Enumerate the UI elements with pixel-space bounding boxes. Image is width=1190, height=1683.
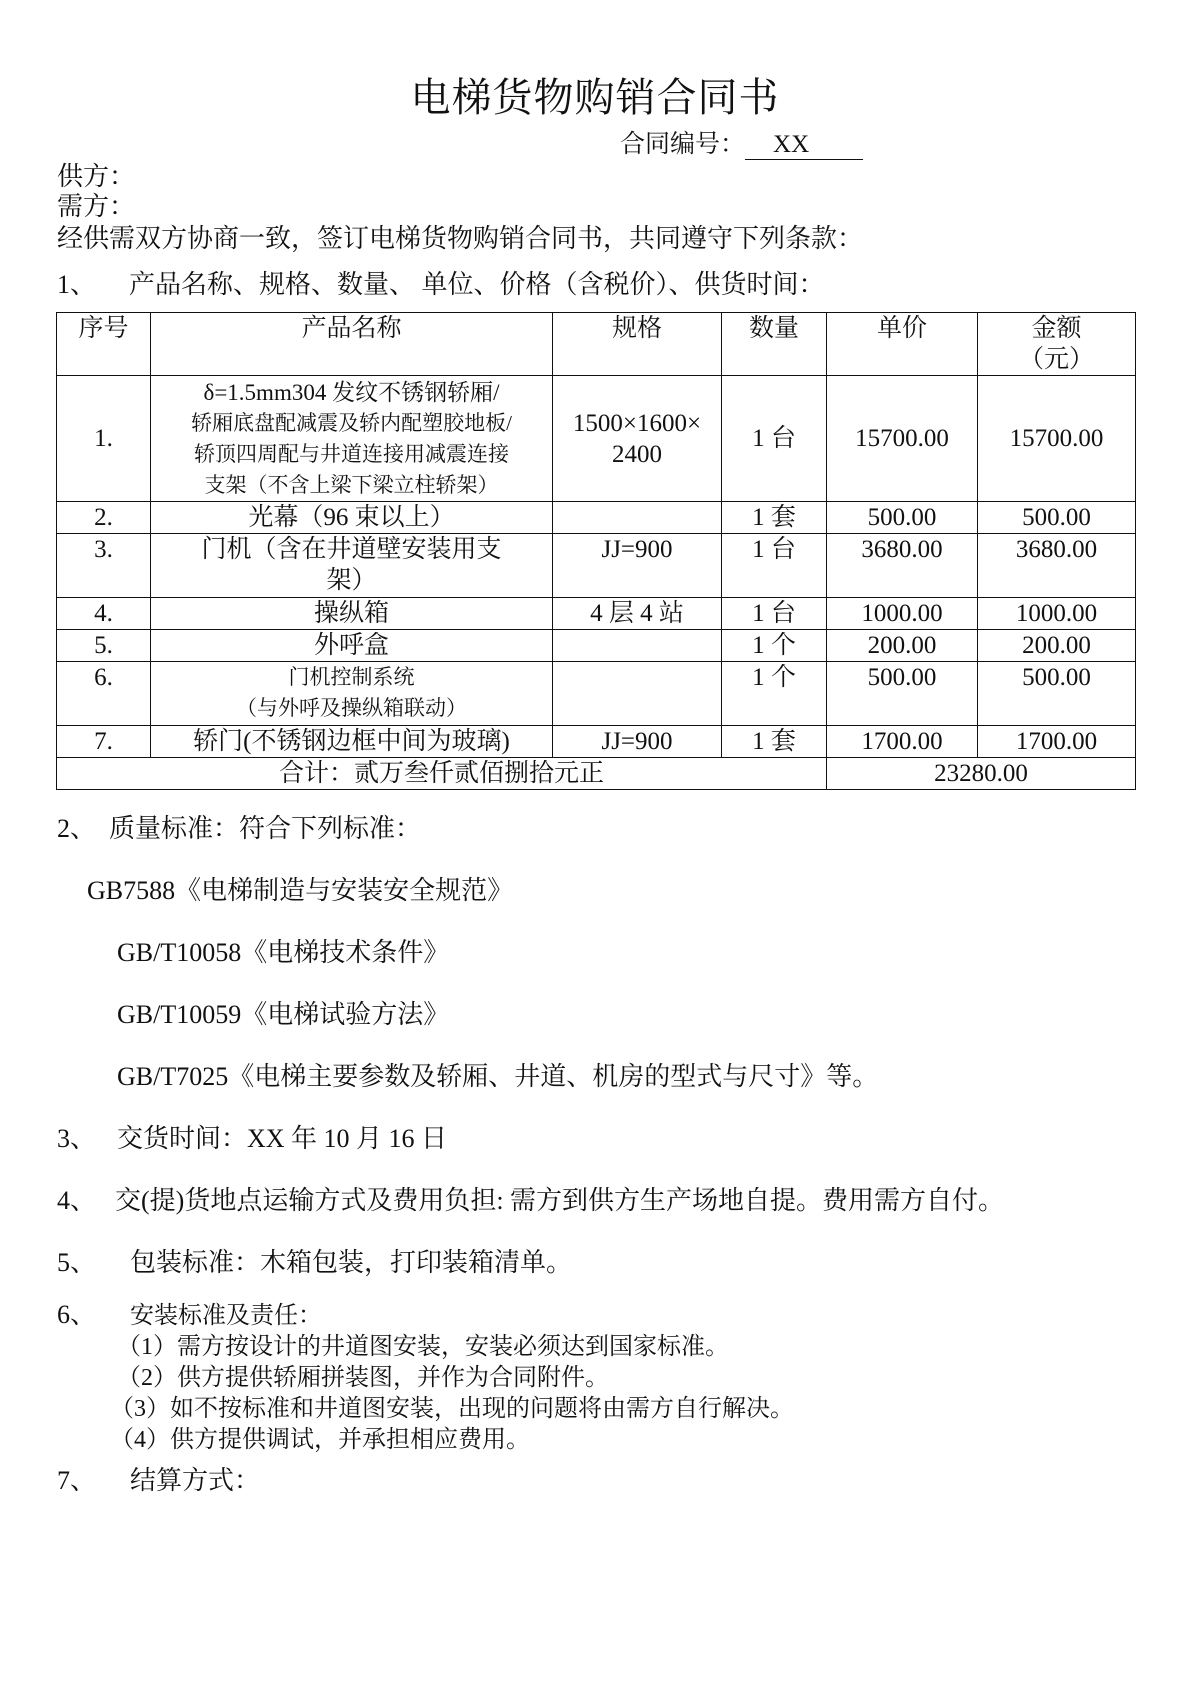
name-line: δ=1.5mm304 发纹不锈钢轿厢/: [203, 379, 500, 405]
contract-number-value: XX: [745, 131, 863, 160]
row-amount: 1000.00: [978, 598, 1136, 630]
row-name: 光幕（96 束以上）: [151, 502, 553, 534]
row-name: [151, 376, 553, 502]
section-3-heading: [57, 1118, 447, 1155]
header-amount: [978, 313, 1136, 376]
section-number: 7、: [57, 1466, 97, 1495]
table-row: [57, 662, 1136, 726]
name-line: 门机控制系统: [288, 665, 415, 689]
row-qty: 1 台: [722, 534, 827, 598]
row-unit-price: 1000.00: [827, 598, 978, 630]
header-spec: 规格: [553, 313, 722, 376]
row-spec: [553, 630, 722, 662]
row-qty: 1 套: [722, 502, 827, 534]
section-text: 交(提)货地点运输方式及费用负担: 需方到供方生产场地自提。费用需方自付。: [115, 1186, 1005, 1215]
install-item: （1）需方按设计的井道图安装，安装必须达到国家标准。: [117, 1334, 729, 1360]
row-unit-price: 500.00: [827, 662, 978, 726]
section-number: 6、: [57, 1300, 97, 1329]
table-row: [57, 630, 1136, 662]
section-number: 1、: [57, 270, 97, 299]
table-total-row: [57, 758, 1136, 790]
row-unit-price: 500.00: [827, 502, 978, 534]
section-2-heading: [57, 808, 421, 845]
row-no: 7.: [57, 726, 151, 758]
row-qty: 1 个: [722, 662, 827, 726]
row-name: 轿门(不锈钢边框中间为玻璃): [151, 726, 553, 758]
section-number: 3、: [57, 1124, 97, 1153]
row-unit-price: 3680.00: [827, 534, 978, 598]
install-item: （3）如不按标准和井道图安装，出现的问题将由需方自行解决。: [110, 1396, 794, 1422]
section-text: 结算方式：: [130, 1466, 261, 1495]
section-text: 产品名称、规格、数量、 单位、价格（含税价）、供货时间：: [129, 270, 825, 299]
row-spec: JJ=900: [553, 534, 722, 598]
row-spec: 4 层 4 站: [553, 598, 722, 630]
row-no: 4.: [57, 598, 151, 630]
supplier-label: 供方：: [57, 162, 136, 191]
standard-item: GB7588《电梯制造与安装安全规范》: [87, 876, 514, 905]
name-line: 轿厢底盘配减震及轿内配塑胶地板/: [191, 410, 512, 435]
row-no: 6.: [57, 662, 151, 726]
preamble: 经供需双方协商一致，签订电梯货物购销合同书，共同遵守下列条款：: [57, 224, 864, 253]
row-no: 3.: [57, 534, 151, 598]
total-label: 合计：贰万叁仟贰佰捌拾元正: [57, 758, 827, 790]
row-spec: JJ=900: [553, 726, 722, 758]
row-no: 5.: [57, 630, 151, 662]
row-qty: 1 台: [722, 376, 827, 502]
row-qty: 1 个: [722, 630, 827, 662]
spec-line: 2400: [612, 440, 662, 468]
row-name: [151, 534, 553, 598]
section-text: 安装标准及责任：: [130, 1303, 322, 1329]
row-amount: 15700.00: [978, 376, 1136, 502]
section-text: 包装标准：木箱包装，打印装箱清单。: [130, 1248, 573, 1277]
row-amount: 500.00: [978, 502, 1136, 534]
section-7-heading: [57, 1460, 260, 1497]
section-text: 质量标准：符合下列标准：: [109, 814, 422, 843]
name-line: （与外呼及操纵箱联动）: [236, 696, 467, 720]
contract-number: [620, 124, 863, 160]
section-text: 交货时间：XX 年 10 月 16 日: [117, 1124, 448, 1153]
row-name: [151, 662, 553, 726]
row-no: 1.: [57, 376, 151, 502]
table-header-row: [57, 313, 1136, 376]
row-no: 2.: [57, 502, 151, 534]
section-1-heading: [57, 264, 825, 301]
standard-item: GB/T10058《电梯技术条件》: [117, 938, 450, 967]
row-qty: 1 套: [722, 726, 827, 758]
document-title: 电梯货物购销合同书: [410, 75, 780, 120]
header-name: 产品名称: [151, 313, 553, 376]
standard-item: GB/T10059《电梯试验方法》: [117, 1000, 450, 1029]
header-amount-line2: （元）: [1018, 346, 1094, 373]
section-4-heading: [57, 1180, 1004, 1217]
row-name: 外呼盒: [151, 630, 553, 662]
install-item: （4）供方提供调试，并承担相应费用。: [110, 1427, 530, 1453]
section-number: 4、: [57, 1186, 97, 1215]
row-amount: 200.00: [978, 630, 1136, 662]
row-unit-price: 1700.00: [827, 726, 978, 758]
section-number: 5、: [57, 1248, 97, 1277]
name-line: 架）: [326, 567, 377, 594]
standard-item: GB/T7025《电梯主要参数及轿厢、井道、机房的型式与尺寸》等。: [117, 1062, 879, 1091]
spec-line: 1500×1600×: [572, 409, 702, 437]
row-amount: 1700.00: [978, 726, 1136, 758]
name-line: 轿顶四周配与井道连接用减震连接: [194, 441, 509, 466]
goods-table: [56, 312, 1136, 790]
contract-number-label: 合同编号：: [620, 131, 746, 158]
buyer-label: 需方：: [57, 192, 136, 221]
row-unit-price: 15700.00: [827, 376, 978, 502]
table-row: [57, 534, 1136, 598]
header-no: 序号: [57, 313, 151, 376]
header-amount-line1: 金额: [1031, 315, 1082, 342]
row-amount: 500.00: [978, 662, 1136, 726]
section-5-heading: [57, 1242, 572, 1279]
header-qty: 数量: [722, 313, 827, 376]
row-spec: [553, 502, 722, 534]
table-row: [57, 598, 1136, 630]
table-row: [57, 726, 1136, 758]
row-qty: 1 台: [722, 598, 827, 630]
name-line: 门机（含在井道壁安装用支: [201, 536, 502, 563]
row-amount: 3680.00: [978, 534, 1136, 598]
section-number: 2、: [57, 814, 97, 843]
header-unit-price: 单价: [827, 313, 978, 376]
row-spec: [553, 376, 722, 502]
install-item: （2）供方提供轿厢拼装图，并作为合同附件。: [117, 1365, 609, 1391]
total-amount: 23280.00: [827, 758, 1136, 790]
row-name: 操纵箱: [151, 598, 553, 630]
table-row: [57, 376, 1136, 502]
row-unit-price: 200.00: [827, 630, 978, 662]
table-row: [57, 502, 1136, 534]
row-spec: [553, 662, 722, 726]
name-line: 支架（不含上梁下梁立柱轿架）: [204, 472, 499, 497]
